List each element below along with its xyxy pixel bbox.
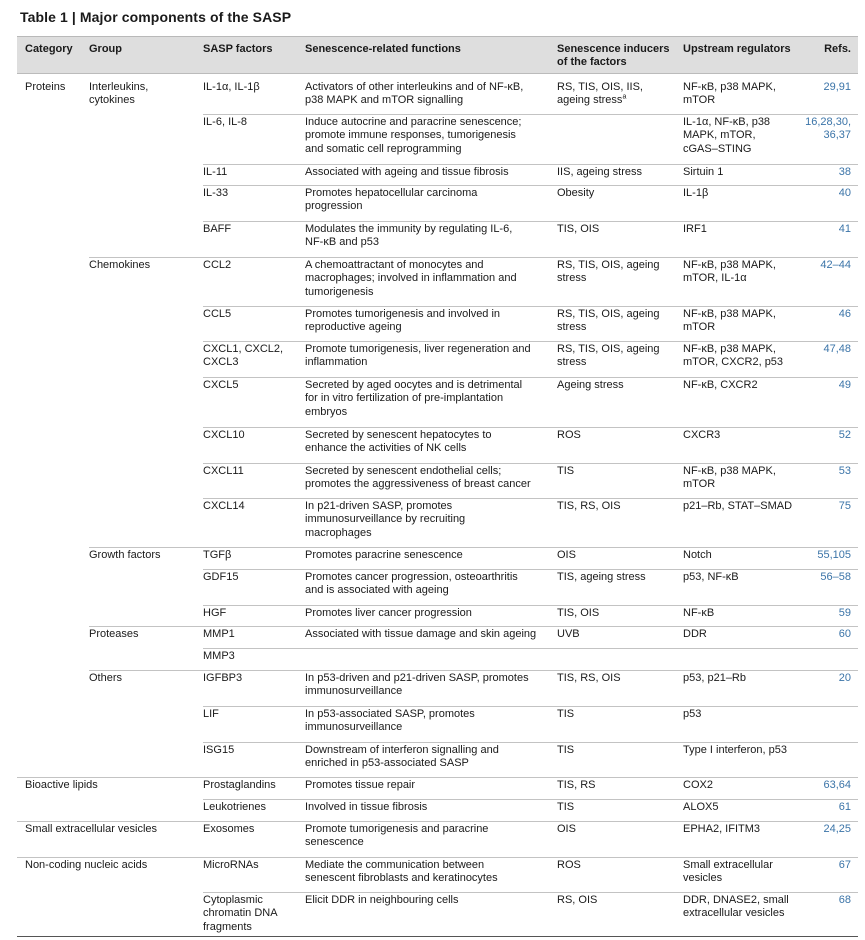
senescence-function-line: Promote tumorigenesis and paracrine (305, 823, 489, 835)
senescence-inducer-line: stress (557, 356, 587, 369)
header-regulators: Upstream regulators (683, 43, 791, 55)
group-interleukins-line2: cytokines (89, 94, 135, 107)
senescence-inducer-line: RS, OIS (557, 894, 598, 906)
row-divider (203, 742, 858, 743)
reference-link (17, 166, 851, 179)
senescence-function-line: Secreted by senescent endothelial cells; (305, 465, 502, 477)
reference-link (17, 894, 851, 907)
reference-link (17, 801, 851, 814)
reference-link-line: 75 (838, 500, 851, 512)
header-refs: Refs. (824, 43, 851, 55)
senescence-function-line: progression (305, 200, 363, 213)
senescence-function-line: Associated with tissue damage and skin ageing (305, 628, 537, 640)
upstream-regulator-line: mTOR, CXCR2, p53 (683, 356, 784, 369)
senescence-inducer-line: Obesity (557, 187, 595, 199)
senescence-function-line: senescent fibroblasts and keratinocytes (305, 872, 498, 885)
reference-link-line: 61 (838, 801, 851, 813)
senescence-inducer-line: TIS, OIS (557, 223, 600, 235)
row-divider (203, 498, 858, 499)
reference-link-line: 47,48 (823, 343, 851, 355)
senescence-inducer-line: UVB (557, 628, 580, 640)
row-divider (203, 185, 858, 186)
row-divider (203, 427, 858, 428)
sasp-factor-line: MMP1 (203, 628, 235, 640)
sasp-factor-line: Prostaglandins (203, 779, 276, 791)
senescence-function-line: enriched in p53-associated SASP (305, 757, 469, 770)
row-divider (89, 257, 858, 258)
row-divider (89, 626, 858, 627)
upstream-regulator-line: COX2 (683, 779, 713, 791)
sasp-factor-line: BAFF (203, 223, 232, 235)
reference-link-line: 20 (838, 672, 851, 684)
upstream-regulator-line: NF-κB, p38 MAPK, (683, 308, 776, 320)
senescence-inducer-line: RS, TIS, OIS, ageing (557, 343, 660, 355)
senescence-function-line: and somatic cell reprogramming (305, 142, 462, 155)
row-divider (203, 799, 858, 800)
reference-link-line: 53 (838, 465, 851, 477)
senescence-inducer-line: OIS (557, 823, 576, 835)
upstream-regulator-line: mTOR (683, 321, 716, 334)
table-title: Table 1 | Major components of the SASP (20, 9, 292, 25)
footnote-marker: a (622, 93, 627, 101)
sasp-factor-line: TGFβ (203, 549, 232, 561)
header-inducers-line2: of the factors (557, 56, 627, 68)
reference-link (17, 859, 851, 872)
senescence-function-line: Promotes tumorigenesis and involved in (305, 308, 501, 320)
senescence-function-line: senescence (305, 836, 364, 849)
upstream-regulator-line: p21–Rb, STAT–SMAD (683, 500, 793, 512)
senescence-inducer-line: TIS, OIS (557, 607, 600, 619)
upstream-regulator-line: NF-κB, p38 MAPK, (683, 259, 776, 271)
sasp-factor-line: IL-1α, IL-1β (203, 81, 260, 93)
senescence-function-line: In p53-driven and p21-driven SASP, promotes (305, 672, 529, 684)
sasp-factor-line: IL-6, IL-8 (203, 116, 248, 128)
row-divider (203, 114, 858, 115)
category-non-coding-nucleic-acids: Non-coding nucleic acids (25, 859, 148, 871)
sasp-factor-line: chromatin DNA (203, 907, 278, 920)
sasp-factor-line: fragments (203, 920, 252, 933)
senescence-inducer-line: TIS (557, 744, 575, 756)
reference-link (17, 429, 851, 442)
upstream-regulator-line: IL-1β (683, 187, 709, 199)
senescence-function-line: Promotes hepatocellular carcinoma (305, 187, 478, 199)
row-divider (203, 341, 858, 342)
row-divider (203, 377, 858, 378)
senescence-inducer-line: RS, TIS, OIS, ageing (557, 259, 660, 271)
upstream-regulator-line: DDR, DNASE2, small (683, 894, 789, 906)
upstream-regulator-line: p53, p21–Rb (683, 672, 746, 684)
senescence-function-line: Secreted by senescent hepatocytes to (305, 429, 492, 441)
reference-link-line: 29,91 (823, 81, 851, 93)
reference-link (17, 607, 851, 620)
upstream-regulator-line: NF-κB, p38 MAPK, (683, 81, 776, 93)
reference-link (17, 549, 851, 562)
row-divider (203, 605, 858, 606)
sasp-factor-line: CCL5 (203, 308, 232, 320)
upstream-regulator-line: mTOR (683, 94, 716, 107)
header-inducers-line1: Senescence inducers (557, 43, 670, 55)
upstream-regulator-line: CXCR3 (683, 429, 721, 441)
reference-link (17, 223, 851, 236)
row-divider (203, 569, 858, 570)
reference-link (17, 308, 851, 321)
senescence-function-line: macrophages (305, 526, 372, 539)
senescence-inducer-line: OIS (557, 549, 576, 561)
sasp-factor-line: LIF (203, 708, 219, 720)
senescence-function-line: In p53-associated SASP, promotes (305, 708, 475, 720)
senescence-function-line: embryos (305, 405, 348, 418)
upstream-regulator-line: NF-κB, p38 MAPK, (683, 465, 776, 477)
senescence-function-line: A chemoattractant of monocytes and (305, 259, 484, 271)
reference-link-line: 41 (838, 223, 851, 235)
reference-link-line: 16,28,30, (805, 116, 851, 128)
senescence-function-line: NF-κB and p53 (305, 236, 379, 249)
senescence-function-line: tumorigenesis (305, 285, 374, 298)
row-divider (203, 706, 858, 707)
row-divider (203, 164, 858, 165)
senescence-function-line: promotes the aggressiveness of breast cancer (305, 478, 531, 491)
row-divider (17, 777, 858, 778)
sasp-factor-line: Leukotrienes (203, 801, 266, 813)
upstream-regulator-line: Notch (683, 549, 712, 561)
senescence-function-line: p38 MAPK and mTOR signalling (305, 94, 464, 107)
reference-link (17, 116, 851, 143)
senescence-function-line: Involved in tissue fibrosis (305, 801, 428, 813)
senescence-function-line: Associated with ageing and tissue fibrosis (305, 166, 509, 178)
sasp-factor-line: MMP3 (203, 650, 235, 662)
sasp-factor-line: HGF (203, 607, 227, 619)
sasp-factor (203, 708, 219, 721)
upstream-regulator-line: IRF1 (683, 223, 707, 235)
reference-link-line: 67 (838, 859, 851, 871)
senescence-function-line: Modulates the immunity by regulating IL-6, (305, 223, 513, 235)
reference-link-line: 60 (838, 628, 851, 640)
sasp-factor-line: IL-33 (203, 187, 229, 199)
row-divider (17, 857, 858, 858)
reference-link-line: 38 (838, 166, 851, 178)
reference-link (17, 823, 851, 836)
senescence-function (305, 708, 475, 735)
senescence-function (305, 744, 499, 771)
row-divider (203, 306, 858, 307)
upstream-regulator-line: cGAS–STING (683, 142, 752, 155)
sasp-factor-line: CXCL14 (203, 500, 245, 512)
sasp-factor-line: ISG15 (203, 744, 235, 756)
senescence-function-line: In p21-driven SASP, promotes (305, 500, 453, 512)
senescence-function-line: Promotes paracrine senescence (305, 549, 463, 561)
upstream-regulator-line: DDR (683, 628, 707, 640)
reference-link-line: 55,105 (817, 549, 851, 561)
reference-link (17, 187, 851, 200)
sasp-factor-line: IGFBP3 (203, 672, 243, 684)
upstream-regulator-line: Type I interferon, p53 (683, 744, 787, 756)
upstream-regulator-line: vesicles (683, 872, 723, 885)
senescence-function-line: promote immune responses, tumorigenesis (305, 129, 516, 142)
upstream-regulator-line: NF-κB, p38 MAPK, (683, 343, 776, 355)
reference-link-line: 24,25 (823, 823, 851, 835)
reference-link-line: 59 (838, 607, 851, 619)
senescence-inducer-line: TIS (557, 465, 575, 477)
upstream-regulator-line: mTOR, IL-1α (683, 272, 747, 285)
senescence-inducer-line: RS, TIS, OIS, IIS, (557, 81, 643, 93)
sasp-factor-line: IL-11 (203, 166, 228, 178)
senescence-inducer-line: stress (557, 272, 587, 285)
upstream-regulator-line: extracellular vesicles (683, 907, 785, 920)
header-group: Group (89, 43, 122, 55)
reference-link-line: 68 (838, 894, 851, 906)
reference-link (17, 379, 851, 392)
senescence-inducer-line: ageing stress$^a$ (557, 93, 627, 107)
senescence-function-line: reproductive ageing (305, 321, 402, 334)
senescence-inducer-line: TIS (557, 708, 575, 720)
senescence-inducer-line: TIS (557, 801, 575, 813)
reference-link (17, 672, 851, 685)
senescence-function-line: immunosurveillance by recruiting (305, 513, 466, 526)
row-divider (203, 648, 858, 649)
reference-link (17, 628, 851, 641)
senescence-inducer-line: Ageing stress (557, 379, 624, 391)
row-divider (203, 463, 858, 464)
senescence-inducer-line: TIS, RS, OIS (557, 672, 621, 684)
reference-link (17, 259, 851, 272)
senescence-inducer-line: TIS, RS (557, 779, 596, 791)
senescence-function-line: and is associated with ageing (305, 584, 449, 597)
reference-link-line: 52 (838, 429, 851, 441)
row-divider (203, 892, 858, 893)
senescence-inducer (557, 708, 574, 721)
reference-link (17, 465, 851, 478)
senescence-inducer-line: stress (557, 321, 587, 334)
group-interleukins-line1: Interleukins, (89, 81, 149, 93)
group-growth-factors: Growth factors (89, 549, 161, 561)
category-proteins: Proteins (25, 81, 66, 93)
senescence-inducer-line: RS, TIS, OIS, ageing (557, 308, 660, 320)
reference-link (17, 779, 851, 792)
upstream-regulator-line: NF-κB (683, 607, 715, 619)
upstream-regulator-line: p53 (683, 708, 702, 720)
header-inducers (557, 43, 670, 69)
reference-link-line: 36,37 (823, 129, 851, 142)
upstream-regulator-line: EPHA2, IFITM3 (683, 823, 761, 835)
upstream-regulator-line: ALOX5 (683, 801, 719, 813)
reference-link-line: 42–44 (820, 259, 851, 271)
senescence-inducer-line: IIS, ageing stress (557, 166, 642, 178)
upstream-regulator-line: p53, NF-κB (683, 571, 739, 583)
row-divider (17, 821, 858, 822)
sasp-factor-line: CCL2 (203, 259, 232, 271)
senescence-function-line: macrophages; involved in inflammation and (305, 272, 517, 285)
senescence-function-line: Secreted by aged oocytes and is detrimental (305, 379, 523, 391)
group-proteases: Proteases (89, 628, 139, 640)
senescence-function-line: Induce autocrine and paracrine senescence; (305, 116, 522, 128)
sasp-factor (203, 650, 235, 663)
header-factors: SASP factors (203, 43, 273, 55)
sasp-factor-line: CXCL10 (203, 429, 245, 441)
senescence-inducer-line: ROS (557, 429, 581, 441)
senescence-inducer-line: ROS (557, 859, 581, 871)
reference-link (17, 500, 851, 513)
senescence-function-line: Promotes liver cancer progression (305, 607, 472, 619)
senescence-function-line: Activators of other interleukins and of NF-κB, (305, 81, 524, 93)
sasp-factor-line: CXCL11 (203, 465, 244, 477)
group-chemokines: Chemokines (89, 259, 151, 271)
senescence-inducer-line: TIS, RS, OIS (557, 500, 621, 512)
senescence-function-line: enhance the activities of NK cells (305, 442, 467, 455)
sasp-factor-line: Cytoplasmic (203, 894, 263, 906)
senescence-inducer (557, 744, 574, 757)
reference-link (17, 343, 851, 356)
senescence-function-line: Elicit DDR in neighbouring cells (305, 894, 459, 906)
reference-link (17, 81, 851, 94)
sasp-factor-line: Exosomes (203, 823, 255, 835)
senescence-inducer-line: TIS, ageing stress (557, 571, 646, 583)
reference-link-line: 63,64 (823, 779, 851, 791)
header-functions: Senescence-related functions (305, 43, 461, 55)
reference-link-line: 49 (838, 379, 851, 391)
senescence-function-line: inflammation (305, 356, 368, 369)
senescence-function-line: Promotes cancer progression, osteoarthritis (305, 571, 518, 583)
senescence-function-line: Downstream of interferon signalling and (305, 744, 499, 756)
upstream-regulator-line: IL-1α, NF-κB, p38 (683, 116, 771, 128)
row-divider (203, 221, 858, 222)
sasp-factor-line: CXCL3 (203, 356, 239, 369)
sasp-factor-line: MicroRNAs (203, 859, 259, 871)
upstream-regulator-line: MAPK, mTOR, (683, 129, 756, 142)
row-divider (89, 547, 858, 548)
senescence-function-line: Mediate the communication between (305, 859, 485, 871)
upstream-regulator-line: NF-κB, CXCR2 (683, 379, 758, 391)
sasp-factor-line: GDF15 (203, 571, 239, 583)
upstream-regulator-line: Small extracellular (683, 859, 773, 871)
category-small-extracellular-vesicles: Small extracellular vesicles (25, 823, 158, 835)
senescence-function-line: immunosurveillance (305, 685, 403, 698)
senescence-function-line: immunosurveillance (305, 721, 403, 734)
reference-link-line: 40 (838, 187, 851, 199)
category-bioactive-lipids: Bioactive lipids (25, 779, 98, 791)
sasp-factor-line: CXCL5 (203, 379, 239, 391)
senescence-function-line: Promote tumorigenesis, liver regeneration and (305, 343, 531, 355)
upstream-regulator-line: mTOR (683, 478, 716, 491)
upstream-regulator (683, 708, 701, 721)
sasp-factor (203, 744, 234, 757)
senescence-function-line: Promotes tissue repair (305, 779, 416, 791)
senescence-function-line: for in vitro fertilization of pre-implantation (305, 392, 504, 405)
reference-link-line: 46 (838, 308, 851, 320)
row-divider (89, 670, 858, 671)
reference-link (17, 571, 851, 584)
reference-link-line: 56–58 (820, 571, 851, 583)
upstream-regulator-line: Sirtuin 1 (683, 166, 724, 178)
group-others: Others (89, 672, 123, 684)
upstream-regulator (683, 744, 787, 757)
sasp-table (17, 36, 858, 937)
header-category: Category (25, 43, 73, 55)
table-header (17, 37, 858, 74)
sasp-factor-line: CXCL1, CXCL2, (203, 343, 284, 355)
